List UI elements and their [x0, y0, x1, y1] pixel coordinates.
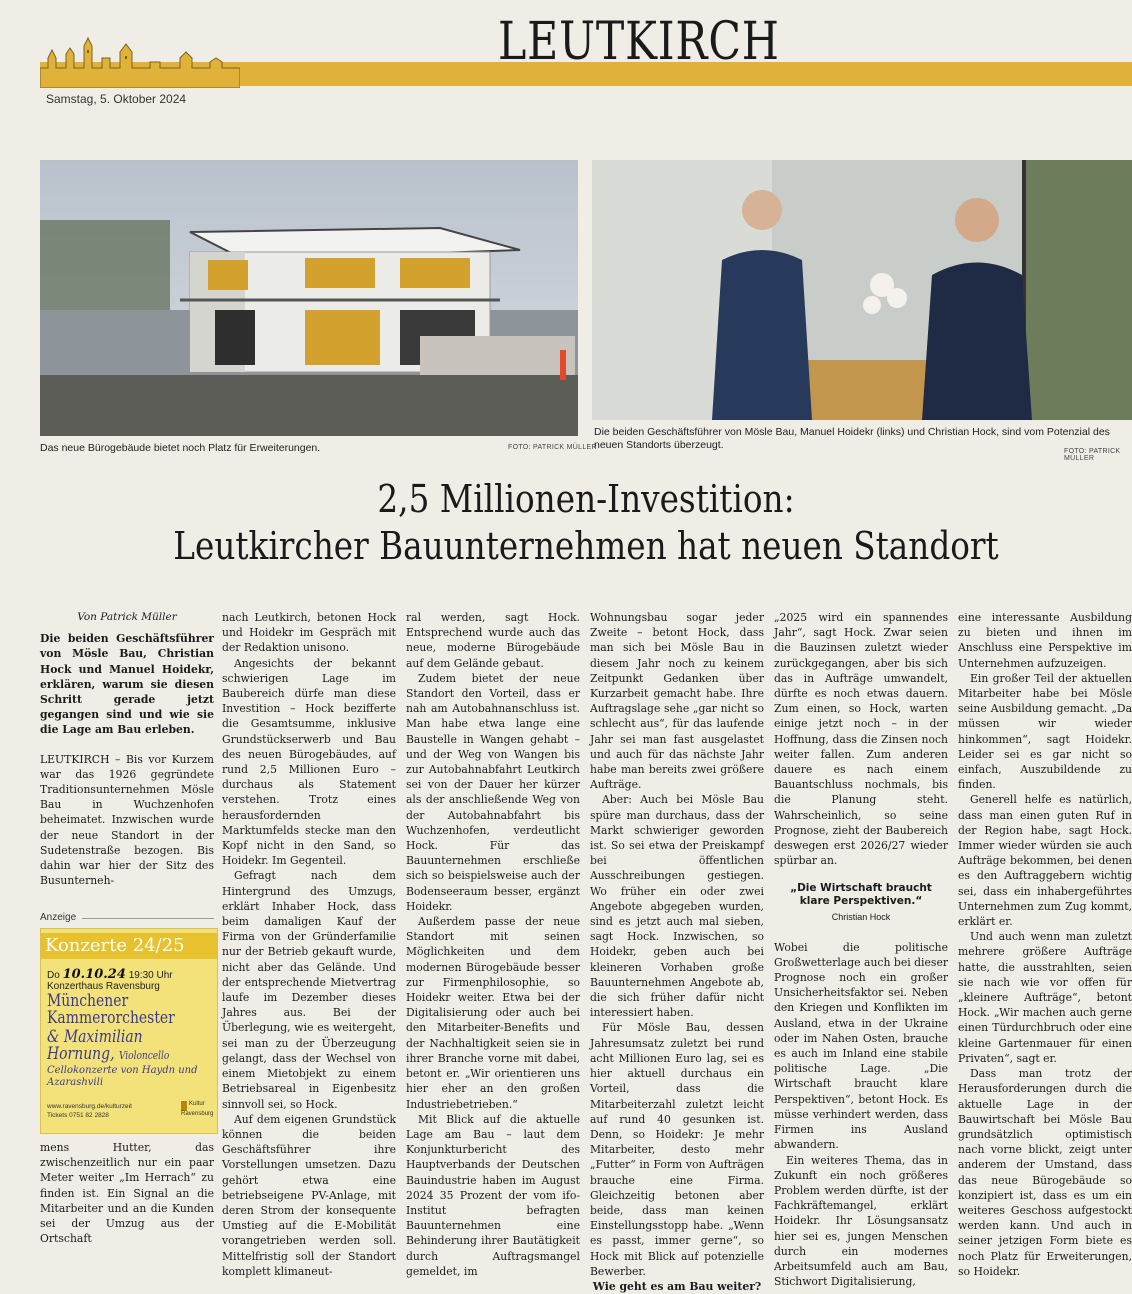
- photo2-credit: FOTO: PATRICK MÜLLER: [1064, 448, 1121, 462]
- paragraph: Und auch wenn man zuletzt mehrere größere Aufträge hatte, die ausstrahlten, seien sie nach wie vor offen für „kleinere Aufträge“, betont Hock. „Wir machen auch gerne einen Türdurchbruch oder eine kleine Gartenmauer für einen Privaten“, sagt er.: [958, 930, 1132, 1065]
- issue-date: Samstag, 5. Oktober 2024: [46, 92, 187, 106]
- article-column-5: [774, 610, 948, 1289]
- article-column-1-continued: [40, 1140, 214, 1246]
- ad-time: 19:30 Uhr: [128, 970, 173, 981]
- ad-divider: [82, 918, 214, 919]
- ad-instrument: Violoncello: [118, 1049, 170, 1062]
- byline: Von Patrick Müller: [77, 611, 177, 623]
- managers-photo: [592, 160, 1132, 420]
- ad-date: [47, 967, 173, 982]
- ad-logo-line-1: Kultur: [189, 1101, 205, 1107]
- paragraph: Angesichts der bekannt schwierigen Lage im Baubereich dürfe man diese Investition – Hock bezifferte die Gesamtsumme, inklusive Grundstückserwerb und Bau des neuen Bürogebäudes, auf rund 2,5 Millionen Euro – durchaus als Statement verstehen. Trotz eines herausfordernden Marktumfelds stecke man den Kopf nicht in den Sand, so Hoidekr. Im Gegenteil.: [222, 656, 396, 868]
- office-building-photo: [40, 160, 578, 436]
- ad-logo: [181, 1101, 213, 1118]
- pull-quote: [774, 882, 948, 925]
- paragraph: Mit Blick auf die aktuelle Lage am Bau – laut dem Konjunkturbericht des Hauptverbands der Deutschen Bauindustrie haben im August 2024 35 Prozent der vom ifo-Institut befragten Bauunternehmen eine Behinderung ihrer Bautätigkeit durch Auftragsmangel gemeldet, im: [406, 1112, 580, 1278]
- ad-tickets: Tickets 0751 82 2828: [47, 1112, 109, 1119]
- section-title: LEUTKIRCH: [498, 12, 780, 72]
- paragraph: Für Mösle Bau, dessen Jahresumsatz zuletzt bei rund acht Millionen Euro lag, sei es hier aktuell durchaus ein Vorteil, dass die Mitarbeiterzahl zuletzt leicht auf rund 40 gesunken ist. Denn, so Hoidekr: Je mehr Mitarbeiter, desto mehr „Futter“ in Form von Aufträgen brauche eine Firma. Gleichzeitig betonen aber beide, dass man keinen Einstellungsstopp habe. „Wenn es passt, immer gerne“, so Hock mit Blick auf potenzielle Bewerber.: [590, 1021, 764, 1278]
- ad-soloist: [47, 1029, 203, 1064]
- article-column-6: [958, 610, 1132, 1279]
- ad-program: Cellokonzerte von Haydn und Azarashvili: [47, 1065, 198, 1088]
- paragraph: Außerdem passe der neue Standort mit seinen Möglichkeiten und dem modernen Bürogebäude besser zur Firmenphilosophie, so Hoidekr weiter. Etwa bei der Digitalisierung oder auch bei den Mitarbeiter-Benefits und der Nachhaltigkeit seien sie in ihrer Branche vorne mit dabei, betont er. „Wir orientieren uns hier eher an den großen Industriebetrieben.“: [406, 915, 580, 1111]
- paragraph: Wohnungsbau sogar jeder Zweite – betont Hock, dass man sich bei Mösle Bau in diesem Jahr noch zu keinem Zeitpunkt Gedanken über Kurzarbeit gemacht habe. Ihre Auftragslage sehe „gar nicht so schlecht aus“, für das laufende Jahr sei man fast ausgelastet und auch für das nächste Jahr habe man bereits zwei größere Aufträge.: [590, 611, 764, 792]
- article-column-2: [222, 610, 396, 1279]
- paragraph: Zudem bietet der neue Standort den Vorteil, dass er nah am Autobahnanschluss ist. Man habe etwa lange eine Baustelle in Wangen gehabt – und der Weg von Wangen bis zur Autobahnabfahrt Leutkirch sei von der Dauer her kürzer als der anschließende Weg von der Autobahnabfahrt bis Wuchzenhofen, verdeutlicht Hock. Für das Bauunternehmen erschließe sich so beispielsweise auch der Bodenseeraum besser, ergänzt Hoidekr.: [406, 671, 580, 913]
- paragraph: Aber: Auch bei Mösle Bau spüre man durchaus, dass der Markt schwieriger geworden ist. So sei etwa der Preiskampf bei öffentlichen Ausschreibungen gestiegen. Wo früher ein oder zwei Angebote abgegeben wurden, sind es jetzt auch mal sieben, sagt Hock. Inzwischen, so Hoidekr, geben auch bei kleineren Vorhaben große Bauunternehmen Angebote ab, die sich früher dafür nicht interessiert haben.: [590, 793, 764, 1020]
- concert-advertisement[interactable]: [40, 928, 218, 1134]
- paragraph: Dass man trotz der Herausforderungen durch die aktuelle Lage in der Bauwirtschaft bei Mösle Bau grundsätzlich optimistisch nach vorne blickt, zeigt unter anderem der Umstand, dass das neue Bürogebäude so konzipiert ist, dass es um ein weiteres Geschoss aufgestockt werden kann. Und auch in seiner jetzigen Form biete es noch Platz für Erweiterungen, so Hoidekr.: [958, 1067, 1132, 1278]
- article-headline: [40, 476, 1132, 570]
- ad-date-value: 10.10.24: [62, 967, 126, 982]
- ad-orchestra-line-1: Münchener: [47, 991, 129, 1011]
- ad-soloist-line-1: & Maximilian: [47, 1027, 143, 1047]
- paragraph: „2025 wird ein spannendes Jahr“, sagt Hock. Zwar seien die Bauzinsen zuletzt wieder zurückgegangen, aber bis sich das in Aufträge umwandelt, dürfte es noch etwas dauern. Zum einen, so Hock, warten einige jetzt noch – in der Hoffnung, dass die Zinsen noch weiter fallen. Zum anderen dauere es nach einem Bauantschluss nochmals, bis die Planung steht. Wahrscheinlich, so seine Prognose, zieht der Baubereich deswegen erst 2026/27 wieder spürbar an.: [774, 611, 948, 868]
- ad-orchestra-line-2: Kammerorchester: [47, 1008, 175, 1028]
- photo1-credit: FOTO: PATRICK MÜLLER: [508, 444, 597, 451]
- ad-label: Anzeige: [40, 912, 77, 923]
- paragraph: nach Leutkirch, betonen Hock und Hoidekr im Gespräch mit der Redaktion unisono.: [222, 611, 396, 655]
- ad-url[interactable]: www.ravensburg.de/kulturzeit: [47, 1103, 132, 1110]
- ad-orchestra: [47, 993, 185, 1027]
- photo2-caption: Die beiden Geschäftsführer von Mösle Bau, Manuel Hoidekr (links) und Christian Hock, sind vom Potenzial des neuen Standorts überzeugt.: [594, 426, 1110, 451]
- masthead: [0, 0, 1132, 120]
- paragraph: Gefragt nach dem Hintergrund des Umzugs, erklärt Inhaber Hock, dass beim damaligen Kauf der Firma von der Gründerfamilie nur der Betrieb gekauft wurde, nicht aber das Gelände. Und der entsprechende Mietvertrag laufe im Dezember dieses Jahres aus. Bei der Überlegung, wie es weitergeht, sei man zu der Überzeugung gelangt, dass der Wechsel von einem Mietobjekt zu einem Betriebsareal in Eigenbesitz sinnvoll sei, so Hock.: [222, 869, 396, 1111]
- ad-venue: Konzerthaus Ravensburg: [47, 981, 160, 992]
- article-column-4: [590, 610, 764, 1294]
- paragraph: Ein großer Teil der aktuellen Mitarbeiter habe bei Mösle seine Ausbildung gemacht. „Da müssen wir wieder hinkommen“, sagt Hoidekr. Leider sei es gar nicht so einfach, Auszubildende zu finden.: [958, 671, 1132, 792]
- headline-line-1: 2,5 Millionen-Investition:: [377, 477, 795, 521]
- photo1-caption: Das neue Bürogebäude bietet noch Platz für Erweiterungen.: [40, 442, 321, 454]
- paragraph: Auf dem eigenen Grundstück können die beiden Geschäftsführer ihre Vorstellungen umsetzen. Dazu gehört etwa eine betriebseigene PV-Anlage, mit deren Strom der konsequente Umstieg auf die E-Mobilität vorangetrieben werden soll. Mittelfristig soll der Standort komplett klimaneut-: [222, 1112, 396, 1278]
- paragraph: eine interessante Ausbildung zu bieten und ihnen im Anschluss eine Perspektive im Unternehmen aufzuzeigen.: [958, 611, 1132, 670]
- ad-title: Konzerte 24/25: [41, 933, 217, 959]
- paragraph: Wobei die politische Großwetterlage auch bei dieser Prognose noch ein großer Unsicherheitsfaktor sei. Neben den Kriegen und Konflikten im Ausland, etwa in der Ukraine oder im Nahen Osten, brauche es auch im Inland eine stabile politische Lage. „Die Wirtschaft braucht klare Perspektiven“, betont Hock. Es müsse verhindert werden, dass Firmen ins Ausland abwandern.: [774, 940, 948, 1152]
- paragraph: Generell helfe es natürlich, dass man einen guten Ruf in der Region habe, sagt Hock. Immer wieder würden sie auch Aufträge bekommen, bei denen es den Auftraggebern wichtig sei, dass ein inhabergeführtes Unternehmen zum Zug kommt, erklärt er.: [958, 793, 1132, 929]
- town-skyline-icon: [40, 28, 240, 88]
- article-column-3: [406, 610, 580, 1279]
- pull-quote-author: Christian Hock: [831, 912, 891, 923]
- headline-line-2: Leutkircher Bauunternehmen hat neuen Standort: [173, 524, 999, 568]
- ad-soloist-line-2: Hornung,: [47, 1044, 115, 1064]
- paragraph: LEUTKIRCH – Bis vor Kurzem war das 1926 gegründete Traditionsunternehmen Mösle Bau in Wuchzenhofen beheimatet. Inzwischen wurde der neue Standort in der Sudetenstraße bezogen. Bis dahin war hier der Sitz des Busunterneh-: [40, 752, 214, 888]
- article-column-1: [40, 610, 214, 888]
- paragraph: Ein weiteres Thema, das in Zukunft ein noch größeres Problem werden dürfte, ist der Fachkräftemangel, erklärt Hoidekr. Ihr Lösungsansatz hier sei es, jungen Menschen durch ein modernes Arbeitsumfeld auch am Bau, Stichwort Digitalisierung,: [774, 1153, 948, 1289]
- paragraph: mens Hutter, das zwischenzeitlich nur ein paar Meter weiter „Im Herrach“ zu finden ist. Ein Signal an die Mitarbeiter und an die Kunden sei der Umzug aus der Ortschaft: [40, 1141, 214, 1246]
- ad-logo-line-2: Ravensburg: [181, 1111, 214, 1117]
- ad-date-prefix: Do: [47, 970, 60, 981]
- paragraph: ral werden, sagt Hock. Entsprechend wurde auch das neue, moderne Bürogebäude auf dem Gelände gebaut.: [406, 611, 580, 670]
- article-lead: Die beiden Geschäftsführer von Mösle Bau, Christian Hock und Manuel Hoidekr, erklären, warum sie diesen Schritt gerade jetzt gegangen sind und wie sie die Lage am Bau erleben.: [40, 632, 214, 737]
- ad-logo-icon: [181, 1101, 187, 1111]
- pull-quote-text: „Die Wirtschaft braucht klare Perspektiven.“: [790, 882, 932, 908]
- section-subhead: Wie geht es am Bau weiter?: [592, 1279, 762, 1293]
